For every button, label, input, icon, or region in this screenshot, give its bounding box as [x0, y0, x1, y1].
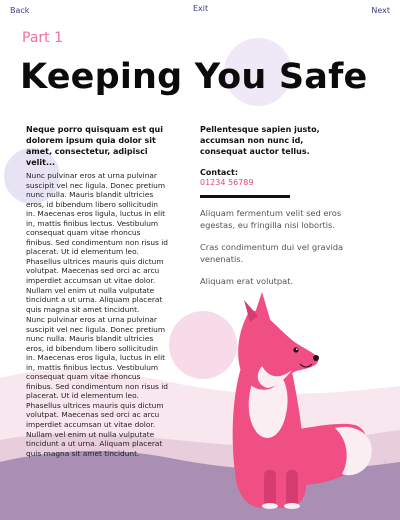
next-link[interactable]: Next: [371, 6, 390, 15]
right-lead-text: Pellentesque sapien justo, accumsan non nunc id, consequat auctor tellus.: [200, 125, 320, 156]
contact-block: [200, 168, 350, 187]
right-paragraph-2: Cras condimentum dui vel gravida venenatis.: [200, 242, 344, 264]
left-paragraph-2: Nunc pulvinar eros at urna pulvinar suscipit vel nec ligula. Donec pretium nunc nulla. Mauris blandit ultricies eros, id bibendum libero sollicitudin in. Maecenas eros ligula, luctus in elit in, mattis finibus lectus. Vestibulum consequat quam vitae rhoncus finibus. Sed condimentum non risus id placerat. Ut id elementum leo. Phasellus ultrices mauris quis dictum volutpat. Maecenas sed orci ac arcu imperdiet accumsan ut vitae dolor. Nullam vel enim ut nulla vulputate tincidunt a ut urna. Aliquam placerat quis magna sit amet tincidunt.: [26, 315, 168, 458]
pink-bg-circle: [169, 311, 237, 379]
left-lead-text: Neque porro quisquam est qui dolorem ipsum quia dolor sit amet, consectetur, adipisci velit...: [26, 125, 163, 167]
right-paragraph-1: Aliquam fermentum velit sed eros egestas, eu fringilla nisi lobortis.: [200, 208, 342, 230]
page-title: Keeping You Safe: [20, 57, 368, 97]
right-body: [200, 208, 350, 299]
part-label: Part 1: [22, 30, 63, 46]
contact-label: Contact:: [200, 168, 239, 177]
contact-phone[interactable]: 01234 56789: [200, 177, 254, 187]
right-paragraph-3: Aliquam erat volutpat.: [200, 276, 294, 286]
divider-rule: [200, 195, 290, 198]
exit-link[interactable]: Exit: [193, 4, 209, 13]
back-link[interactable]: Back: [10, 6, 30, 15]
left-paragraph-1: Nunc pulvinar eros at urna pulvinar suscipit vel nec ligula. Donec pretium nunc nulla. Mauris blandit ultricies eros, id bibendum libero sollicitudin in. Maecenas eros ligula, luctus in elit in, mattis finibus lectus. Vestibulum consequat quam vitae rhoncus finibus. Sed condimentum non risus id placerat. Ut id elementum leo. Phasellus ultrices mauris quis dictum volutpat. Maecenas sed orci ac arcu imperdiet accumsan ut vitae dolor. Nullam vel enim ut nulla vulputate tincidunt a ut urna. Aliquam placerat quis magna sit amet tincidunt.: [26, 171, 168, 314]
